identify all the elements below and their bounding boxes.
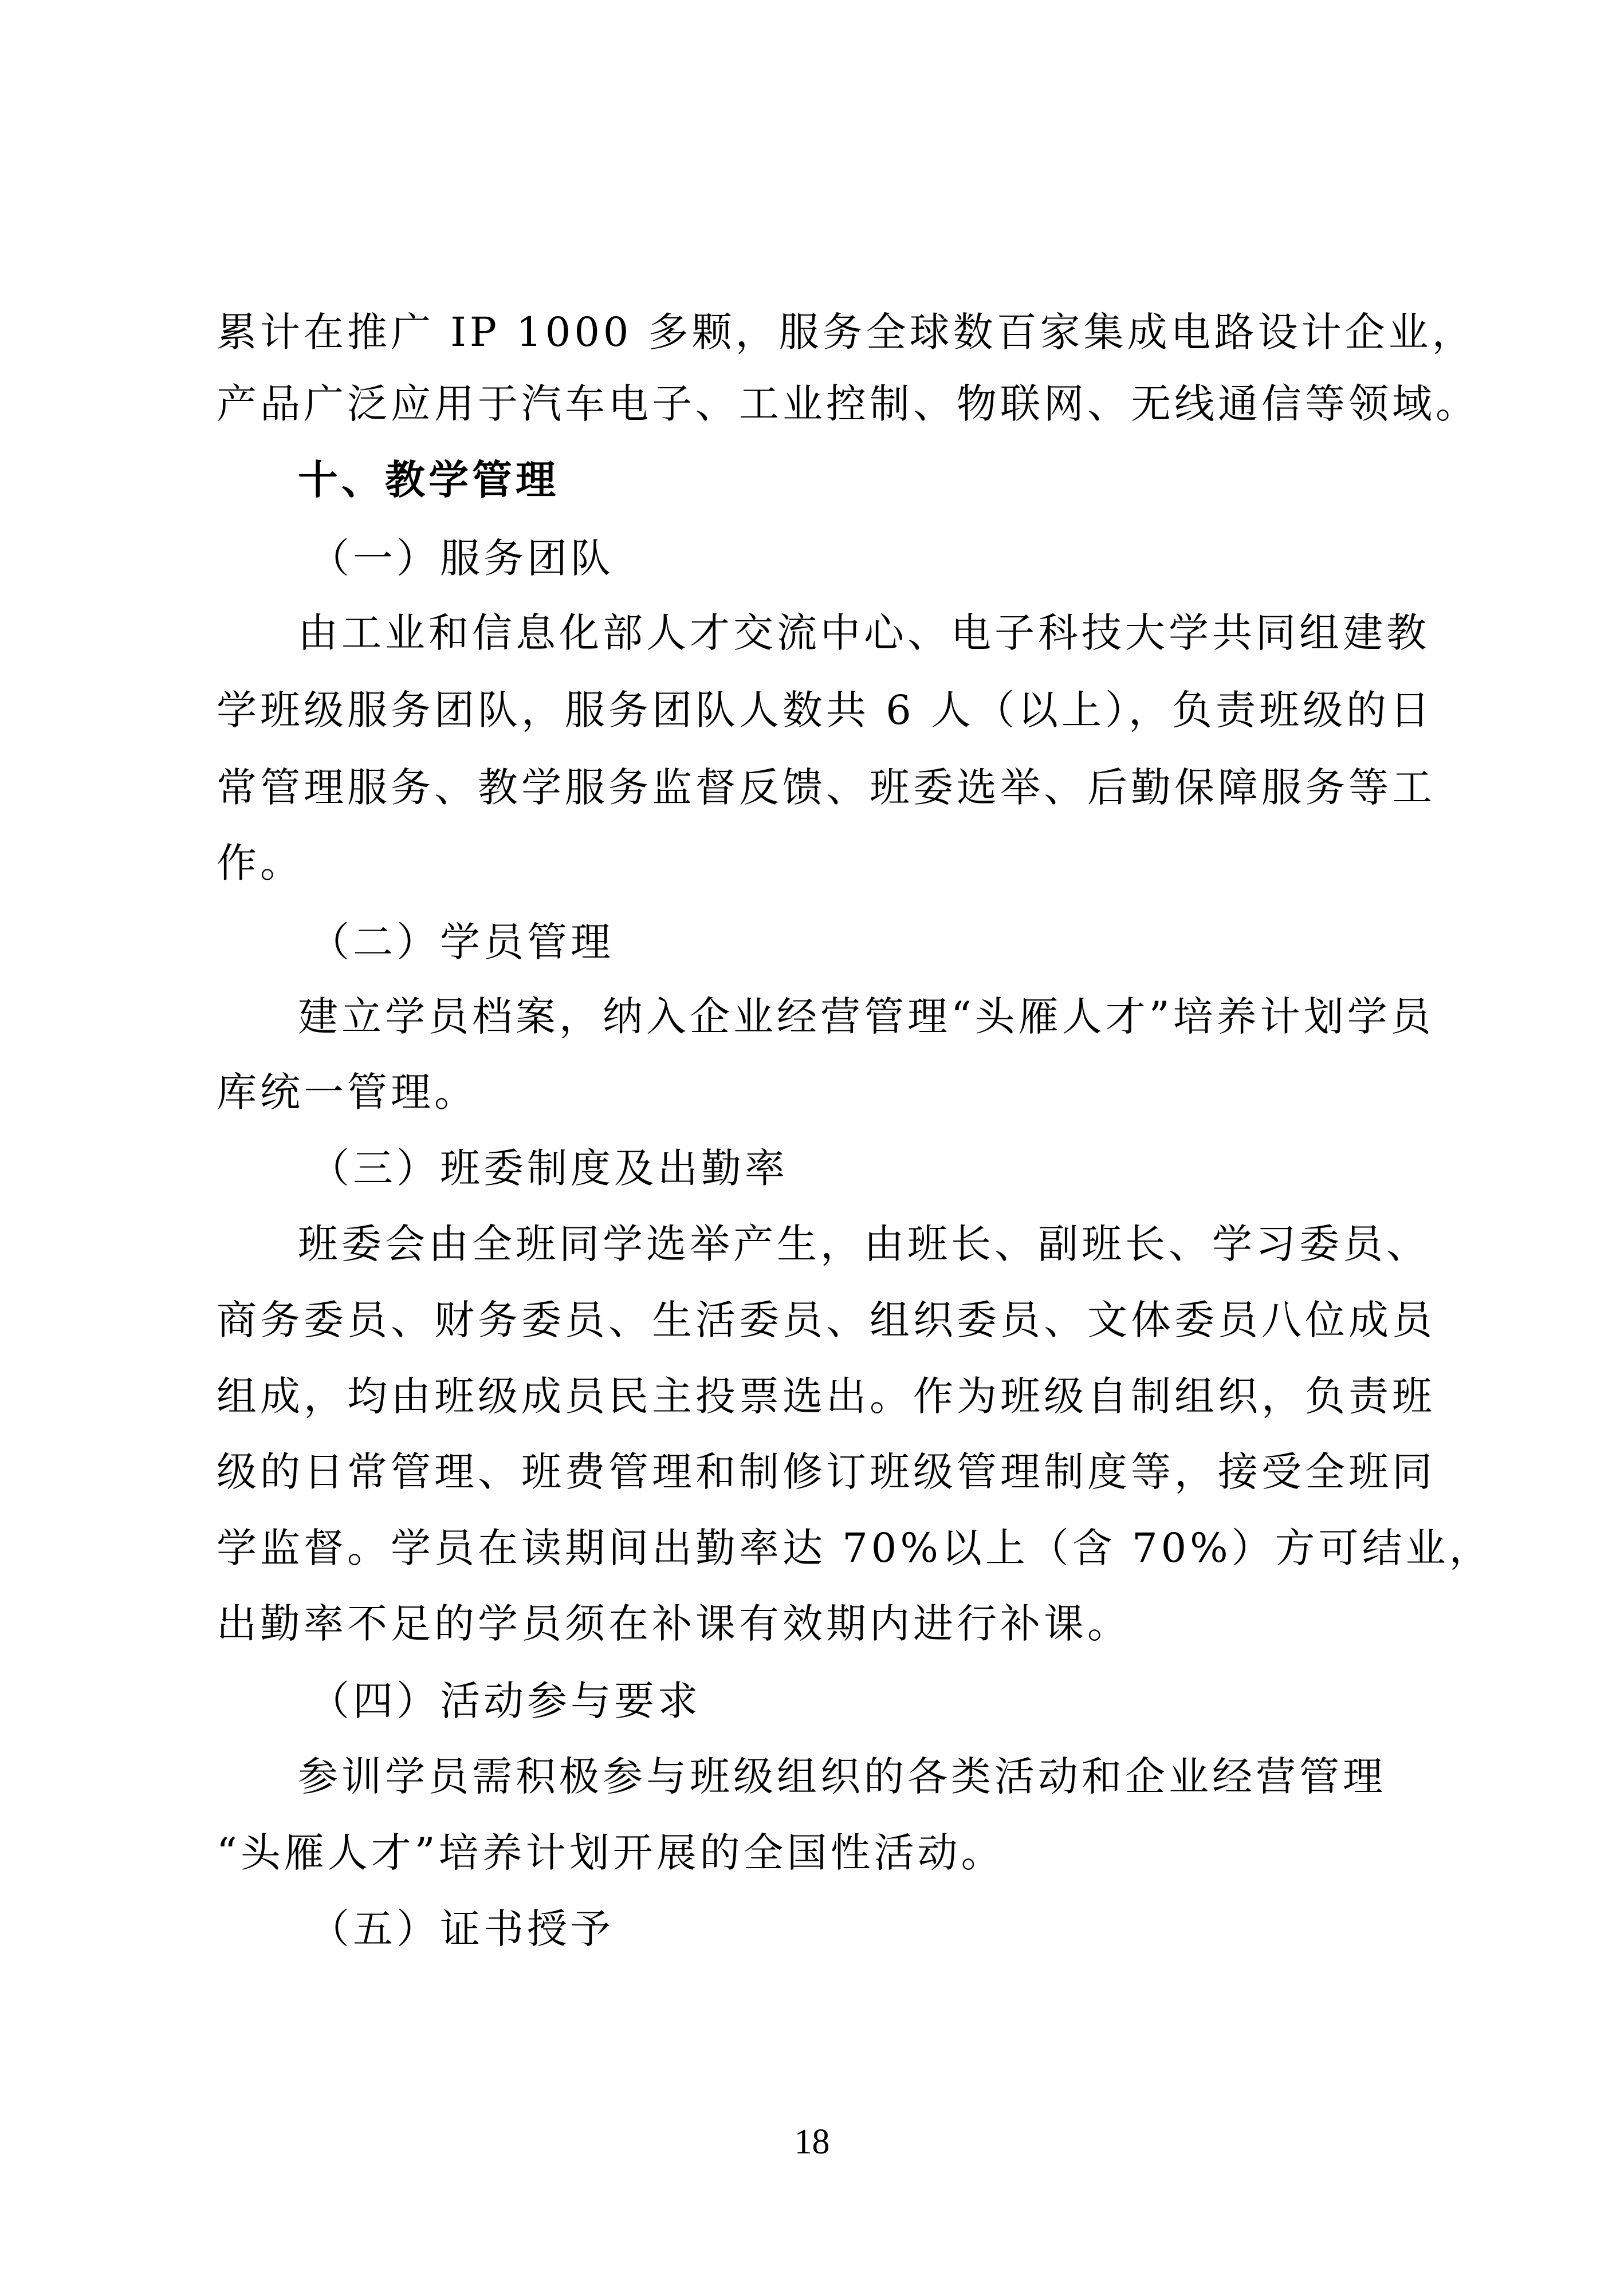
paragraph-line: “头雁人才”培养计划开展的全国性活动。 (217, 1829, 1005, 1876)
paragraph-line: 商务委员、财务委员、生活委员、组织委员、文体委员八位成员 (217, 1297, 1436, 1344)
paragraph-line: 累计在推广 IP 1000 多颗，服务全球数百家集成电路设计企业， (217, 309, 1476, 356)
paragraph-line: 作。 (217, 840, 304, 887)
subsection-title: （二）学员管理 (309, 919, 614, 966)
paragraph-line: 常管理服务、教学服务监督反馈、班委选举、后勤保障服务等工 (217, 764, 1436, 811)
section-title: 十、教学管理 (298, 456, 559, 503)
paragraph-line: 参训学员需积极参与班级组织的各类活动和企业经营管理 (298, 1753, 1386, 1800)
paragraph-line: 学监督。学员在读期间出勤率达 70%以上（含 70%）方可结业， (217, 1525, 1493, 1572)
subsection-title: （三）班委制度及出勤率 (309, 1145, 788, 1192)
paragraph-line: 出勤率不足的学员须在补课有效期内进行补课。 (217, 1600, 1131, 1647)
subsection-title: （五）证书授予 (309, 1905, 614, 1952)
subsection-title: （四）活动参与要求 (309, 1677, 701, 1724)
paragraph-line: 班委会由全班同学选举产生，由班长、副班长、学习委员、 (298, 1220, 1430, 1267)
paragraph-line: 由工业和信息化部人才交流中心、电子科技大学共同组建教 (298, 609, 1430, 656)
paragraph-line: 库统一管理。 (217, 1069, 478, 1116)
paragraph-line: 产品广泛应用于汽车电子、工业控制、物联网、无线通信等领域。 (217, 380, 1479, 427)
paragraph-line: 组成，均由班级成员民主投票选出。作为班级自制组织，负责班 (217, 1373, 1436, 1420)
paragraph-line: 级的日常管理、班费管理和制修订班级管理制度等，接受全班同 (217, 1448, 1436, 1495)
paragraph-line: 学班级服务团队，服务团队人数共 6 人（以上），负责班级的日 (217, 687, 1434, 734)
page-number: 18 (794, 2122, 830, 2161)
subsection-title: （一）服务团队 (309, 535, 614, 582)
paragraph-line: 建立学员档案，纳入企业经营管理“头雁人才”培养计划学员 (298, 993, 1434, 1040)
